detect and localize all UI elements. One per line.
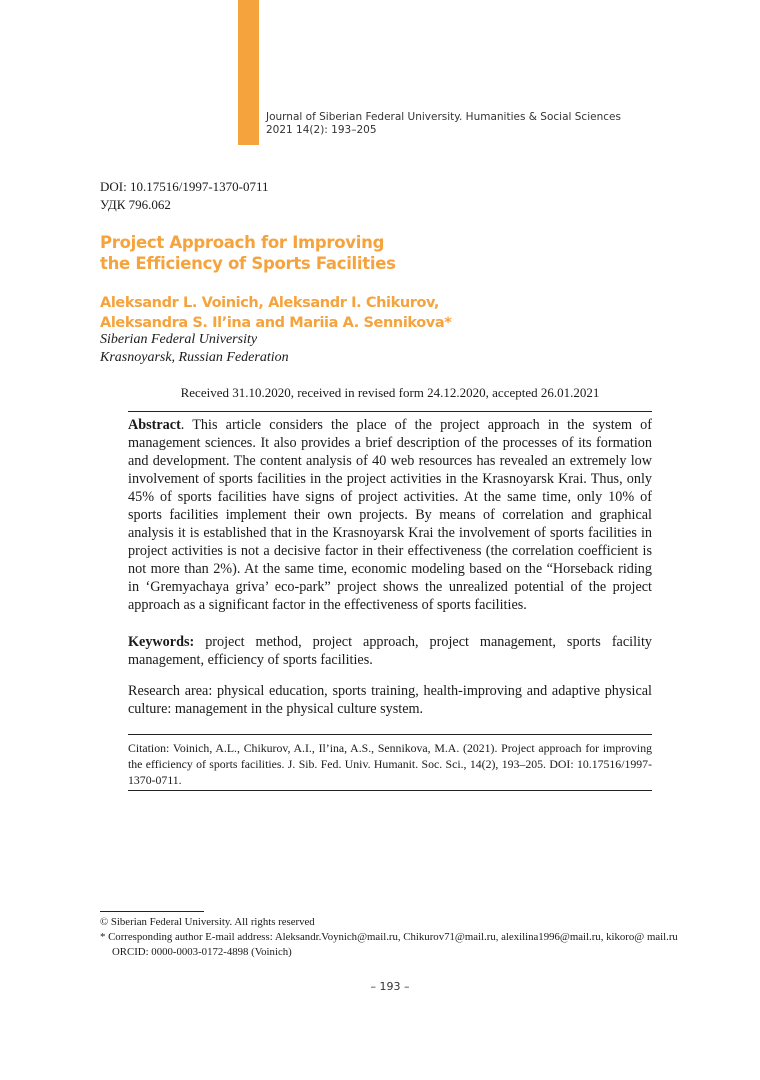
authors-line-2: Aleksandra S. Il’ina and Mariia A. Sennikova* xyxy=(100,315,452,331)
affiliation-university: Siberian Federal University xyxy=(100,332,258,347)
received-dates: Received 31.10.2020, received in revised form 24.12.2020, accepted 26.01.2021 xyxy=(180,385,600,400)
authors xyxy=(100,293,451,333)
citation: Citation: Voinich, A.L., Chikurov, A.I., Il’ina, A.S., Sennikova, M.A. (2021). Project approach for improving the efficiency of sports facilities. J. Sib. Fed. Univ. Humanit. Soc. Sci., 14(2), 193–205. DOI: 10.17516/1997-1370-0711. xyxy=(128,741,652,787)
article-title xyxy=(100,232,396,274)
keywords-text: project method, project approach, project management, sports facility management, efficiency of sports facilities. xyxy=(128,634,652,668)
title-line-2: the Efficiency of Sports Facilities xyxy=(100,254,396,273)
journal-name: Journal of Siberian Federal University. Humanities & Social Sciences xyxy=(266,111,621,123)
journal-issue: 2021 14(2): 193–205 xyxy=(266,124,377,136)
abstract xyxy=(128,416,652,614)
research-area: Research area: physical education, sports training, health-improving and adaptive physical culture: management in the physical culture system. xyxy=(128,683,652,717)
page-number: – 193 – xyxy=(370,980,410,993)
doi[interactable]: DOI: 10.17516/1997-1370-0711 xyxy=(100,179,269,194)
abstract-text: . This article considers the place of the project approach in the system of management sciences. It also provides a brief description of the processes of its formation and development. The content analysis of 40 web resources has revealed an extremely low involvement of sports facilities in the project activities in the Krasnoyarsk Krai. Thus, only 45% of sports facilities have signs of project activities. At the same time, only 10% of sports facilities implement their own projects. By means of correlation and graphical analysis it is established that in the Krasnoyarsk Krai the involvement of sports facilities in project activities is not a decisive factor in their effectiveness (the correlation coefficient is not more than 2%). At the same time, economic modeling based on the “Horseback riding in ‘Gremyachaya griva’ eco-park” project shows the unrealized potential of the project approach as a significant factor in the effectiveness of sports facilities. xyxy=(128,417,652,613)
keywords-label: Keywords: xyxy=(128,634,195,650)
abstract-top-rule xyxy=(128,411,652,412)
footnote-copyright: © Siberian Federal University. All rights reserved xyxy=(100,916,315,928)
authors-line-1: Aleksandr L. Voinich, Aleksandr I. Chikurov, xyxy=(100,295,440,311)
affiliation-location: Krasnoyarsk, Russian Federation xyxy=(100,350,289,365)
affiliation xyxy=(100,331,289,367)
footnotes xyxy=(100,915,680,960)
citation-top-rule xyxy=(128,734,652,735)
journal-header xyxy=(266,111,621,137)
article-identifiers xyxy=(100,178,269,214)
header-accent-bar xyxy=(238,0,259,145)
footnote-separator xyxy=(100,911,204,912)
keywords xyxy=(128,633,652,669)
citation-bottom-rule xyxy=(128,790,652,791)
abstract-label: Abstract xyxy=(128,417,181,433)
udk: УДК 796.062 xyxy=(100,197,171,212)
footnote-corresponding-author: * Corresponding author E-mail address: Aleksandr.Voynich@mail.ru, Chikurov71@mail.ru, alexilina1996@mail.ru, kikoro@ mail.ru xyxy=(100,931,678,943)
footnote-orcid: ORCID: 0000-0003-0172-4898 (Voinich) xyxy=(112,946,292,958)
title-line-1: Project Approach for Improving xyxy=(100,233,385,252)
